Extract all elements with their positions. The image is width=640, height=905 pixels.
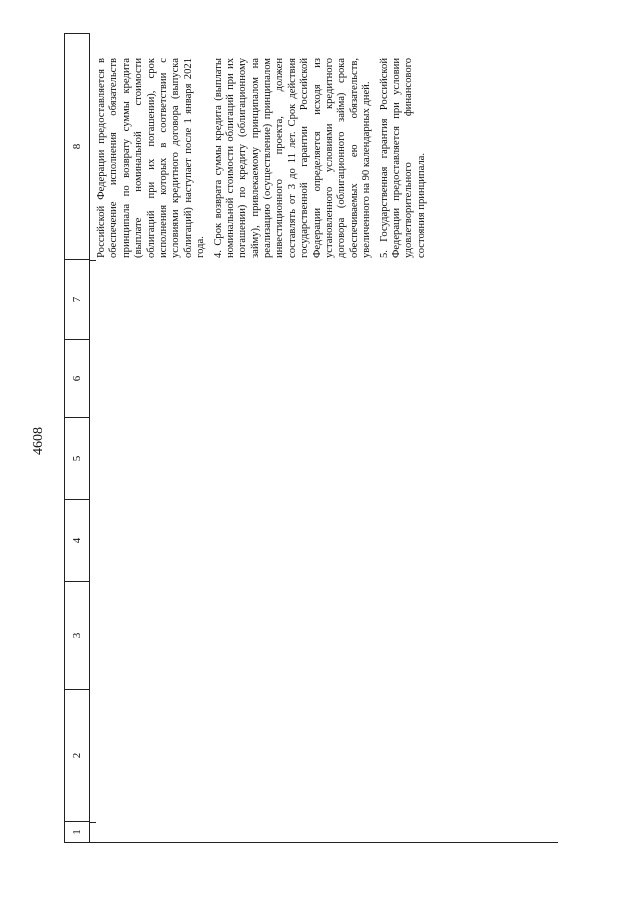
guarantee-conditions-table: [64, 33, 558, 843]
header-col-2: 2: [65, 690, 89, 822]
header-col-5: 5: [65, 418, 89, 500]
paragraph-3-continuation: Российской Федерации предоставляется в обеспечение исполнения обязательств принципала по возврату суммы кредита (выплате номинальной стоимости облигаций при их погашении), срок исполнения которых в соответствии с условиями кредитного договора (выпуска облигаций) наступает после 1 января 2021 года.: [96, 58, 207, 258]
header-col-6: 6: [65, 340, 89, 418]
rotated-table-wrapper: [64, 33, 558, 843]
paragraph-5: 5. Государственная гарантия Российской Федерации предоставляется при условии удовлетворительного финансового состояния принципала.: [378, 58, 427, 258]
paragraph-4: 4. Срок возврата суммы кредита (выплаты номинальной стоимости облигаций при их погашении) по кредиту (облигационному займу), привлекаемому принципалом на реализацию (осуществление) принципалом инвестиционного проекта, должен составлять от 3 до 11 лет. Срок действия государственной гарантии Российской Федерации определяется исходя из установленного условиями кредитного договора (облигационного займа) срока обеспечиваемых ею обязательств, увеличенного на 90 календарных дней.: [212, 58, 373, 258]
header-col-7: 7: [65, 260, 89, 340]
column-divider: [90, 822, 96, 823]
header-col-4: 4: [65, 500, 89, 582]
header-col-1: 1: [71, 829, 83, 835]
header-col-8: 8: [65, 34, 89, 260]
table-left-border: [90, 842, 558, 843]
header-col-3: 3: [65, 582, 89, 690]
column-divider: [90, 260, 96, 261]
page-number: 4608: [31, 427, 46, 455]
table-header-row: [64, 33, 90, 843]
column-8-text: [96, 58, 552, 258]
